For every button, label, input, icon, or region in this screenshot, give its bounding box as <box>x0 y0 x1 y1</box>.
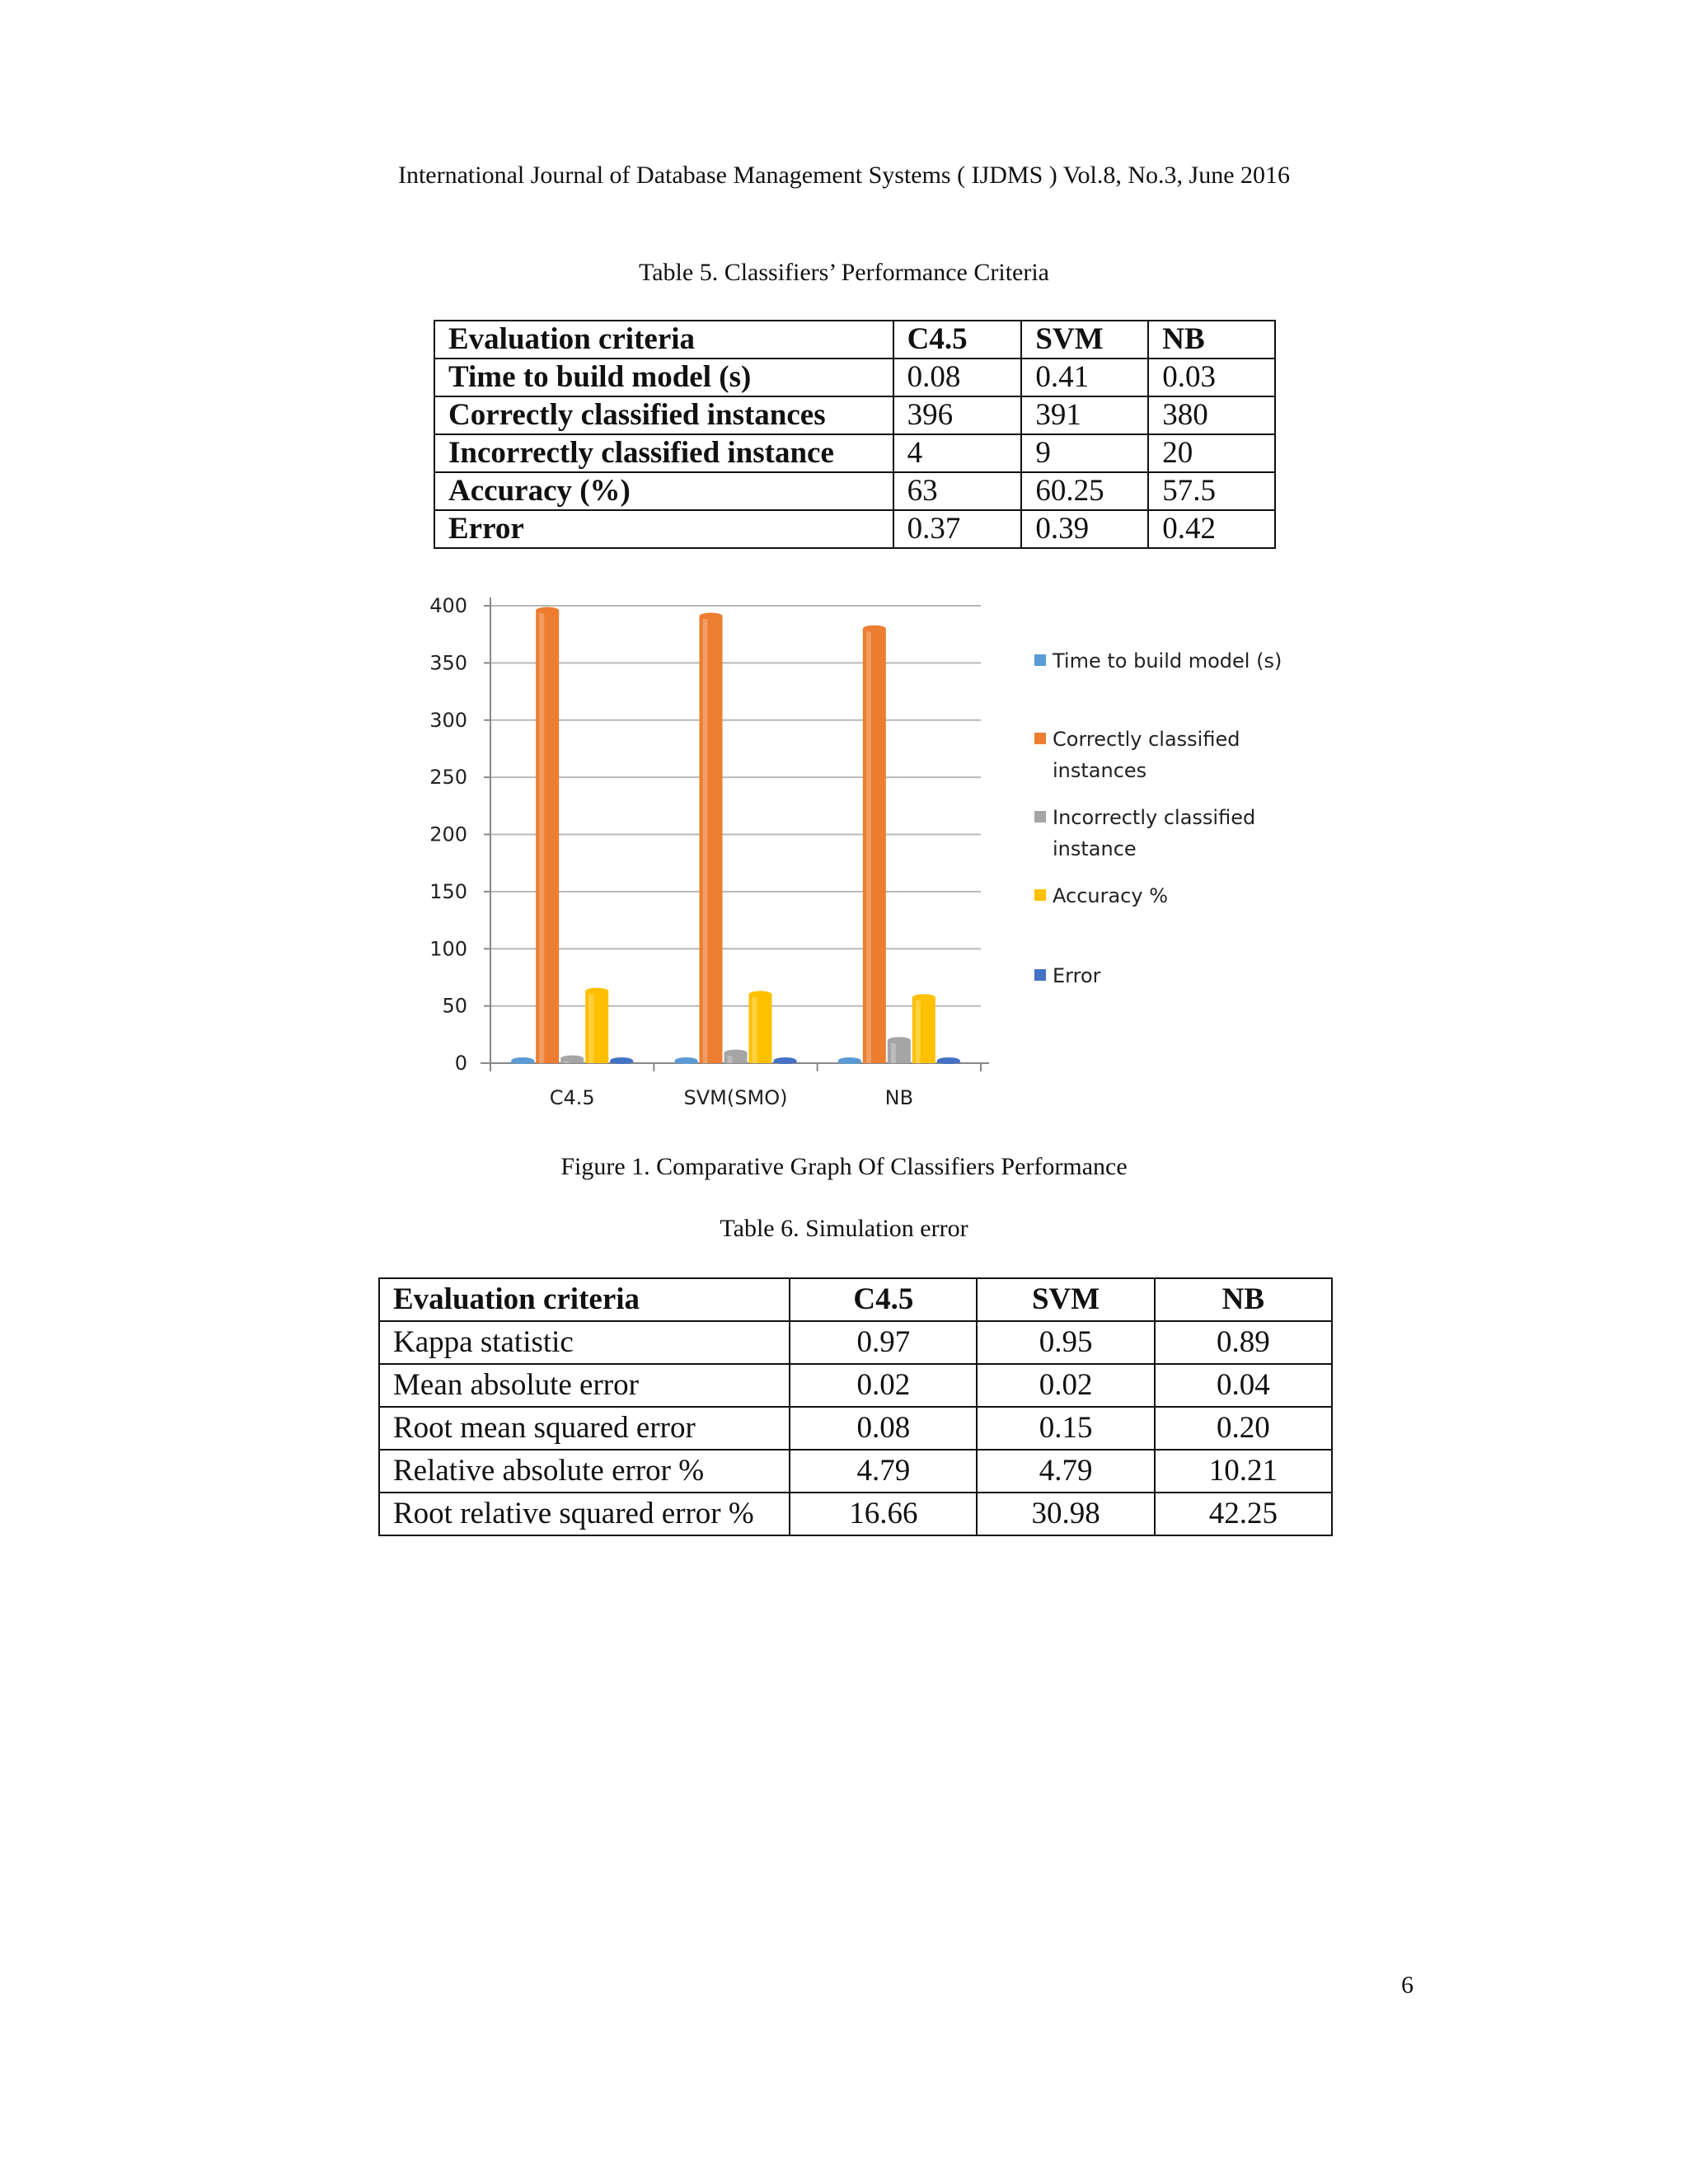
y-tick-label: 150 <box>429 879 467 903</box>
classifier-performance-chart <box>412 585 1335 1121</box>
table-cell: 0.97 <box>790 1321 977 1364</box>
bar-cap <box>560 1055 584 1062</box>
table-row <box>379 1493 1332 1535</box>
bar-highlight <box>703 616 708 1063</box>
row-label: Relative absolute error % <box>379 1450 790 1493</box>
chart-bars <box>511 607 960 1064</box>
table-row <box>379 1321 1332 1364</box>
legend-label: Incorrectly classified instance <box>1053 806 1256 860</box>
table-cell: 0.08 <box>893 359 1022 396</box>
column-header: NB <box>1148 321 1275 359</box>
table-cell: 0.08 <box>790 1407 977 1450</box>
table-cell: 10.21 <box>1155 1450 1332 1493</box>
table-header-row <box>379 1278 1332 1321</box>
bar-cap <box>511 1057 534 1064</box>
table-row <box>379 1450 1332 1493</box>
table-row <box>434 472 1275 510</box>
column-header: Evaluation criteria <box>434 321 893 359</box>
table-cell: 4.79 <box>790 1450 977 1493</box>
bar-cap <box>536 607 559 614</box>
y-tick-label: 300 <box>429 708 467 732</box>
bar-highlight <box>916 997 921 1063</box>
running-header: International Journal of Database Management Systems ( IJDMS ) Vol.8, No.3, June 2016 <box>397 162 1291 189</box>
column-header: NB <box>1155 1278 1332 1321</box>
legend-label: Accuracy % <box>1053 884 1169 907</box>
table5-caption: Table 5. Classifiers’ Performance Criteria <box>639 259 1049 286</box>
table-cell: 0.03 <box>1148 359 1275 396</box>
table-row <box>379 1407 1332 1450</box>
bar-cap <box>585 988 608 995</box>
y-tick-label: 50 <box>442 994 467 1018</box>
bar-cap <box>610 1057 633 1064</box>
table-cell: 396 <box>893 396 1022 434</box>
bar-highlight <box>588 991 593 1063</box>
row-label: Correctly classified instances <box>434 396 893 434</box>
table-cell: 30.98 <box>977 1493 1154 1535</box>
table-cell: 0.15 <box>977 1407 1154 1450</box>
bar-cap <box>937 1057 960 1064</box>
legend-label: Time to build model (s) <box>1053 649 1282 673</box>
chart-legend <box>1034 649 1282 987</box>
table-row <box>434 359 1275 396</box>
table-cell: 20 <box>1148 434 1275 472</box>
table-cell: 391 <box>1021 396 1148 434</box>
x-tick-label: C4.5 <box>549 1086 595 1109</box>
column-header: C4.5 <box>790 1278 977 1321</box>
table-row <box>434 396 1275 434</box>
table6-caption: Table 6. Simulation error <box>720 1215 968 1242</box>
row-label: Incorrectly classified instance <box>434 434 893 472</box>
table-cell: 0.89 <box>1155 1321 1332 1364</box>
simulation-error-table <box>378 1277 1333 1536</box>
table-cell: 0.95 <box>977 1321 1154 1364</box>
bar-cap <box>912 994 935 1001</box>
table-cell: 0.20 <box>1155 1407 1332 1450</box>
y-axis-tick-labels <box>429 594 467 1075</box>
table-cell: 4.79 <box>977 1450 1154 1493</box>
legend-label: Correctly classified instances <box>1053 728 1240 782</box>
y-tick-label: 350 <box>429 651 467 675</box>
table-cell: 63 <box>893 472 1022 510</box>
bar-cap <box>863 626 886 632</box>
bar-highlight <box>891 1040 896 1063</box>
x-tick-label: SVM(SMO) <box>683 1086 788 1109</box>
table-cell: 0.37 <box>893 510 1022 548</box>
legend-label: Error <box>1053 964 1101 987</box>
page-number: 6 <box>1401 1971 1414 1999</box>
row-label: Root mean squared error <box>379 1407 790 1450</box>
table-cell: 60.25 <box>1021 472 1148 510</box>
table-cell: 0.02 <box>977 1364 1154 1407</box>
y-tick-label: 400 <box>429 594 467 617</box>
bar-cap <box>700 612 723 619</box>
table-row <box>379 1364 1332 1407</box>
row-label: Error <box>434 510 893 548</box>
bar-cap <box>749 991 772 997</box>
table-cell: 0.02 <box>790 1364 977 1407</box>
bar-highlight <box>866 629 871 1063</box>
row-label: Kappa statistic <box>379 1321 790 1364</box>
y-tick-label: 250 <box>429 766 467 790</box>
y-tick-label: 200 <box>429 823 467 846</box>
legend-swatch <box>1034 969 1046 981</box>
bar-cap <box>724 1050 748 1057</box>
legend-swatch <box>1034 889 1046 901</box>
table-cell: 16.66 <box>790 1493 977 1535</box>
table-row <box>434 510 1275 548</box>
row-label: Root relative squared error % <box>379 1493 790 1535</box>
bar-highlight <box>539 611 544 1063</box>
column-header: SVM <box>1021 321 1148 359</box>
table-cell: 9 <box>1021 434 1148 472</box>
table-header-row <box>434 321 1275 359</box>
column-header: SVM <box>977 1278 1154 1321</box>
x-axis-tick-labels <box>550 1086 913 1109</box>
table-cell: 4 <box>893 434 1022 472</box>
bar-cap <box>675 1057 698 1064</box>
table-cell: 42.25 <box>1155 1493 1332 1535</box>
row-label: Mean absolute error <box>379 1364 790 1407</box>
performance-criteria-table <box>434 320 1276 549</box>
table-cell: 0.42 <box>1148 510 1275 548</box>
table-cell: 57.5 <box>1148 472 1275 510</box>
table-cell: 380 <box>1148 396 1275 434</box>
y-tick-label: 0 <box>454 1052 467 1075</box>
x-tick-label: NB <box>884 1086 914 1109</box>
row-label: Accuracy (%) <box>434 472 893 510</box>
table-cell: 0.04 <box>1155 1364 1332 1407</box>
bar-cap <box>888 1037 911 1043</box>
column-header: C4.5 <box>893 321 1022 359</box>
bar-cap <box>838 1057 861 1064</box>
bar-highlight <box>753 994 757 1063</box>
figure1-caption: Figure 1. Comparative Graph Of Classifiers Performance <box>560 1153 1128 1180</box>
table-cell: 0.41 <box>1021 359 1148 396</box>
row-label: Time to build model (s) <box>434 359 893 396</box>
legend-swatch <box>1034 811 1046 823</box>
table-cell: 0.39 <box>1021 510 1148 548</box>
y-tick-label: 100 <box>429 937 467 961</box>
column-header: Evaluation criteria <box>379 1278 790 1321</box>
legend-swatch <box>1034 654 1046 666</box>
bar-cap <box>774 1057 797 1064</box>
legend-swatch <box>1034 733 1046 744</box>
table-row <box>434 434 1275 472</box>
